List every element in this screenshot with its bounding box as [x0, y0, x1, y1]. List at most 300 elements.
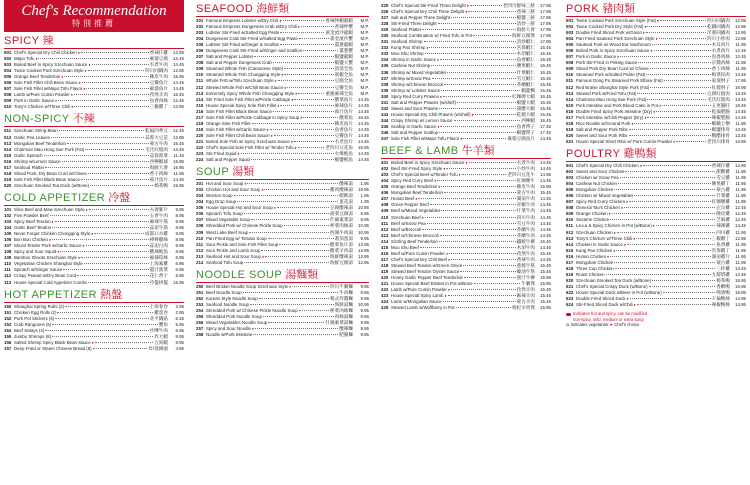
item-name-zh: 什菜雞 [716, 193, 730, 199]
leader-dots [81, 52, 149, 53]
leader-dots [94, 233, 144, 234]
item-price: 14.45 [358, 151, 369, 157]
item-price: 15.95 [540, 305, 551, 311]
menu-section [381, 3, 551, 142]
item-name: Bon Bon Chicken [14, 237, 48, 243]
item-number: 253 [196, 301, 204, 307]
item-price: 15.95 [540, 281, 551, 287]
item-name: Seafood Shrimp [391, 39, 423, 45]
item-name: Dungeness Crab Stir-Fried w/Salted Egg Paste [206, 36, 298, 42]
item-name-zh: 乾燒大蝦 [516, 111, 535, 117]
item-name-zh: 冷盤拼盤 [149, 279, 168, 285]
item-name: Sour Pickle and Sole Fish Fillet Soup [206, 241, 279, 247]
item-number: 202 [196, 24, 204, 30]
leader-dots [292, 286, 329, 287]
item-name-zh: 芝麻雞 [716, 217, 730, 223]
menu-section [196, 269, 369, 338]
item-name-zh: 豆瓣魚片 [149, 80, 168, 86]
item-name: Lobster Stir-Fried w/Ginger & Scallion [206, 42, 280, 48]
menu-item [4, 183, 184, 189]
item-number: 614 [566, 241, 574, 247]
item-name-zh: 紅咖喱雞 [711, 199, 730, 205]
item-name-zh: 老四川排骨 [707, 138, 730, 144]
item-price: 16.45 [540, 51, 551, 57]
item-name-zh: 左宗雞 [716, 205, 730, 211]
item-name: Stir-Fried Three Delight [391, 21, 437, 27]
item-number: 218 [196, 120, 204, 126]
item-name-zh: 重慶麻辣全魚 [325, 90, 353, 96]
menu-section [4, 289, 184, 352]
item-price: 12.45 [735, 211, 746, 217]
menu-column-3 [381, 0, 551, 485]
leader-dots [441, 90, 520, 91]
leader-dots [264, 189, 329, 190]
item-name: Hot and Sour Soup [206, 181, 244, 187]
item-name: Mapo Tofu [14, 56, 35, 62]
menu-column-1 [4, 0, 184, 485]
item-price: 14.45 [540, 244, 551, 250]
item-price: 14.45 [173, 80, 184, 86]
item-name: Hunan Beef [391, 196, 415, 202]
section-title-zh: 熱盤 [100, 288, 123, 301]
leader-dots [93, 348, 148, 349]
item-price: 9.95 [360, 217, 369, 223]
item-name-zh: 酸菜魚 [339, 114, 353, 120]
leader-dots [280, 105, 333, 106]
item-name-zh: 酸辣麵 [339, 326, 353, 332]
item-price: 15.95 [173, 158, 184, 164]
leader-dots [629, 135, 711, 136]
leader-dots [616, 250, 710, 251]
item-price: 9.95 [360, 332, 369, 338]
item-price: 8.95 [175, 243, 184, 249]
pepper-icon: ♦ [82, 243, 85, 249]
leader-dots [618, 183, 711, 184]
item-name: Sour Pickle and Lamb Soup [206, 247, 261, 253]
leader-dots [77, 275, 148, 276]
item-name-zh: 椒鹽大蟹 [334, 60, 353, 66]
pepper-icon: ♦ [657, 18, 660, 23]
leader-dots [250, 304, 334, 305]
item-name-zh: 麻婆豆腐魚片 [507, 136, 535, 142]
menu-section [4, 35, 184, 110]
leader-dots [299, 310, 329, 311]
leader-dots [265, 256, 329, 257]
item-number: 205 [196, 205, 204, 211]
leader-dots [268, 322, 324, 323]
item-number: 507 [566, 54, 574, 60]
leader-dots [249, 232, 329, 233]
leader-dots [446, 168, 515, 169]
item-price: 1.95 [360, 199, 369, 205]
item-name: House Special Short Ribs w/ Pure Cumin Powder [576, 138, 673, 144]
leader-dots [638, 62, 710, 63]
leader-dots [606, 274, 711, 275]
star-icon: ★ [609, 322, 614, 328]
item-number: 210 [196, 235, 204, 241]
item-number: 506 [4, 80, 12, 86]
leader-dots [55, 221, 149, 222]
item-price: 14.45 [540, 166, 551, 172]
item-name-zh: 蒙古牛肉 [516, 190, 535, 196]
item-number: 102 [4, 212, 12, 218]
item-price: 16.45 [540, 117, 551, 123]
item-name-zh: 樟茶鴨 [154, 182, 168, 188]
item-name: Sole Fish Fillet Black Bean Sauce [14, 176, 80, 182]
item-name: Noodle w/Pork Intestine [206, 332, 253, 338]
item-price: 11.45 [173, 152, 184, 158]
item-price: 4.95 [175, 345, 184, 351]
item-number: 607 [566, 199, 574, 205]
item-price: 14.45 [358, 132, 369, 138]
item-number: 610 [566, 217, 574, 223]
leader-dots [463, 265, 515, 266]
item-name: Spinach w/Ginger Sauce [14, 267, 63, 273]
pepper-icon: ♦ [274, 78, 277, 84]
item-price: 8.95 [175, 212, 184, 218]
item-name: Orange Chicken [576, 211, 608, 217]
leader-dots [422, 29, 515, 30]
item-price: 16.95 [735, 84, 746, 90]
item-number: 605 [566, 187, 574, 193]
item-price: 6.95 [175, 261, 184, 267]
section-title [4, 113, 184, 127]
item-name: Stir Fried Sole Fish Fillet w/Pickle Cabbage [206, 96, 291, 102]
item-name-zh: 四川小炒肉 [707, 36, 730, 42]
item-name: Spicy Beef Tendon [14, 219, 51, 225]
item-price: 12.95 [173, 50, 184, 55]
item-name: Famous Empress Lobster w/Dry Chili [206, 18, 279, 23]
pepper-icon: ♦ [289, 283, 292, 289]
item-price: 12.95 [358, 259, 369, 265]
leader-dots [280, 32, 324, 33]
item-price: 12.45 [735, 48, 746, 54]
item-name-zh: 餛飩湯 [339, 193, 353, 199]
leader-dots [57, 312, 153, 313]
leader-dots [52, 336, 153, 337]
pepper-icon: ♦ [35, 56, 38, 62]
item-name-zh: 椒鹽大蝦 [516, 99, 535, 105]
item-price: 12.45 [735, 271, 746, 277]
item-name-zh: 四川雞 [716, 229, 730, 235]
item-name-zh: 上海素雞 [149, 261, 168, 267]
leader-dots [443, 301, 516, 302]
item-name: Beef w/Mixed Vegetables [391, 208, 441, 214]
item-price: 10.95 [358, 229, 369, 235]
item-name: Mongolian Beef Tenderloin [391, 190, 443, 196]
legend-line-2: non-spicy, mild, medium or extra spicy [573, 316, 644, 322]
section-title [566, 3, 746, 17]
item-number: 211 [196, 78, 204, 84]
leader-dots [647, 26, 706, 27]
item-name-zh: 陳皮牛肉 [516, 184, 535, 190]
item-name: Pork in Garlic Sauce [576, 54, 617, 60]
section-title-zh: 辣 [42, 35, 54, 47]
item-price: 16.45 [540, 57, 551, 63]
menu-item [381, 305, 551, 311]
pepper-icon: ♦ [48, 237, 51, 243]
item-number: 206 [196, 211, 204, 217]
item-number: 343 [381, 111, 389, 117]
item-number: 404 [381, 178, 389, 184]
pepper-icon: ♦ [458, 172, 461, 178]
item-price: 14.45 [358, 157, 369, 163]
section-title [381, 145, 551, 159]
item-number: 401 [381, 160, 389, 166]
item-price: 11.95 [735, 259, 746, 265]
item-name: Spicy Red Curry Prawns [391, 93, 439, 99]
item-name: Shrimp in Garlic Sauce [391, 57, 436, 63]
item-number: 617 [566, 259, 574, 265]
leader-dots [422, 229, 515, 230]
item-name: Tony's Chicken w/Three Chili [576, 235, 633, 241]
item-price: M.P. [360, 30, 369, 36]
leader-dots [457, 102, 516, 103]
leader-dots [637, 304, 711, 305]
item-price: 9.95 [360, 307, 369, 313]
item-number: 623 [566, 296, 574, 302]
item-name-zh: 椒鹽三鮮 [516, 15, 535, 21]
item-name-zh: 豆豉蝦 [154, 339, 168, 345]
item-name: Honey Garlic Pepper Beef Tenderloin [391, 274, 464, 280]
item-price: 14.45 [173, 176, 184, 182]
item-name-zh: 豉汁魚片 [149, 176, 168, 182]
item-price: 12.95 [358, 253, 369, 259]
item-name-zh: 四川牛腩麵 [330, 283, 353, 289]
leader-dots [463, 138, 506, 139]
leader-dots [274, 135, 334, 136]
item-number: 335 [381, 63, 389, 69]
item-number: 601 [566, 162, 574, 168]
item-number: 328 [381, 21, 389, 27]
item-name: Red Braise Shanghai Style Pork (Fat) [576, 84, 650, 90]
menu-section [566, 3, 746, 145]
item-name-zh: 湖南雞片 [711, 253, 730, 259]
pepper-icon: ♦ [465, 9, 468, 15]
pepper-icon: ♦ [613, 247, 616, 253]
item-name: Shrimp w/ Lobster Sauce [391, 87, 441, 93]
item-name-zh: 芥蘭牛肉 [516, 226, 535, 232]
item-name-zh: 青椒牛肉 [516, 202, 535, 208]
pepper-icon: ♦ [277, 102, 280, 108]
item-name-zh: 成都口水雞 [145, 231, 168, 237]
item-name-zh: 酸辣魷魚 [149, 249, 168, 255]
item-price: 12.95 [735, 36, 746, 42]
item-name: Garlic Pea Leaves [14, 134, 50, 140]
item-name-zh: 牛肉麵 [339, 289, 353, 295]
item-number: 212 [196, 247, 204, 253]
item-name: House Special Spicy Sole Fish Fillet [206, 102, 277, 108]
item-price: 14.45 [358, 138, 369, 144]
item-price: 14.45 [358, 102, 369, 108]
pepper-icon: ♦ [295, 90, 298, 96]
item-number: 503 [4, 62, 12, 68]
item-price: 14.45 [735, 108, 746, 114]
item-name-zh: 魚香肉絲 [149, 98, 168, 104]
item-price: 15.95 [540, 274, 551, 280]
item-number: 258 [196, 332, 204, 338]
item-number: 516 [566, 108, 574, 114]
item-number: 504 [4, 68, 12, 74]
leader-dots [440, 59, 516, 60]
item-price: M.P. [360, 54, 369, 60]
item-name: West Lake Beef Soup [206, 229, 249, 235]
item-name-zh: 芥蘭牛肉 [516, 232, 535, 238]
item-price: 15.95 [358, 144, 369, 150]
item-price: 13.95 [735, 138, 746, 144]
item-number: 425 [381, 305, 389, 311]
item-price: 17.95 [540, 21, 551, 27]
item-name-zh: 薑蔥蟹 [339, 48, 353, 54]
item-price: 17.95 [540, 3, 551, 8]
item-price: 16.45 [540, 45, 551, 51]
leader-dots [50, 215, 149, 216]
item-name: Famous Empress Dungeness Crab w/Dry Chili [206, 24, 297, 30]
item-price: 13.45 [735, 90, 746, 96]
item-name-zh: 水煮牛肉 [516, 160, 535, 166]
leader-dots [456, 307, 511, 308]
item-name: Never Forget Chicken Chongqing Style [14, 231, 91, 237]
item-name: House Special Spicy Lamb [391, 293, 444, 299]
item-price: 15.95 [735, 277, 746, 283]
leader-dots [620, 56, 711, 57]
item-number: 407 [381, 196, 389, 202]
item-name: Crispy Shrimp w/ Lemon Sauce [391, 117, 453, 123]
leader-dots [475, 114, 516, 115]
item-number: 347 [381, 136, 389, 142]
item-number: 257 [196, 326, 204, 332]
pepper-icon: ♦ [650, 48, 653, 54]
pepper-icon: ♦ [613, 229, 616, 235]
pepper-icon: ♦ [415, 196, 418, 202]
item-name-zh: 香干肉絲 [149, 170, 168, 176]
item-number: 338 [381, 81, 389, 87]
leader-dots [268, 238, 334, 239]
item-name: Spinach Tofu Soup [206, 211, 243, 217]
item-name-zh: 芥蘭蝦仁 [516, 81, 535, 87]
item-number: 210 [196, 72, 204, 78]
item-price: 14.45 [540, 226, 551, 232]
leader-dots [74, 94, 149, 95]
item-name: Shrimp w/Chinese Broccoli [391, 81, 444, 87]
item-name: Cashew Nut Shrimp [391, 63, 431, 69]
item-number: 214 [196, 96, 204, 102]
item-price: 8.95 [175, 237, 184, 243]
item-number: 515 [566, 102, 574, 108]
item-number: 509 [4, 98, 12, 104]
item-number: 603 [566, 175, 574, 181]
item-number: 419 [381, 268, 389, 274]
item-price: 14.45 [540, 160, 551, 166]
item-price: 15.45 [540, 268, 551, 274]
item-name: Sliced Pork Dry Bean Curd w/ Chives [576, 66, 649, 72]
section-title-zh: 海鮮類 [256, 3, 290, 15]
item-name: Salt and Pepper Scallop [391, 129, 439, 135]
pepper-icon: ♦ [439, 93, 442, 99]
item-price: 11.95 [735, 199, 746, 205]
chefs-recommendation-banner [4, 0, 184, 32]
item-name-zh: 椒鹽排骨 [711, 126, 730, 132]
leader-dots [430, 204, 516, 205]
item-name-zh: 蜜汁牛柳 [516, 274, 535, 280]
pepper-icon: ♦ [623, 241, 626, 247]
item-name: Shrimp w/Snow Pea [391, 75, 431, 81]
leader-dots [451, 259, 516, 260]
leader-dots [646, 74, 710, 75]
leader-dots [85, 149, 144, 150]
item-name-zh: 魚香雞 [716, 241, 730, 247]
item-name: Spicy and Sour Squid [14, 249, 57, 255]
item-price: 14.45 [173, 86, 184, 92]
item-number: 402 [381, 166, 389, 172]
leader-dots [425, 53, 516, 54]
item-name-zh: 香辣仲蝦龍蝦 [325, 18, 353, 23]
item-number: 618 [566, 265, 574, 271]
item-price: 17.95 [540, 9, 551, 15]
item-number: 201 [196, 18, 204, 23]
item-number: 107 [4, 243, 12, 249]
item-name: Pan Fried Egg w/ Tomato Soup [206, 235, 267, 241]
item-name-zh: 番茄蛋湯 [334, 235, 353, 241]
pepper-icon: ♦ [55, 98, 58, 104]
item-number: 331 [381, 39, 389, 45]
item-number: 327 [381, 15, 389, 21]
item-number: 204 [196, 36, 204, 42]
pepper-icon: ♦ [284, 84, 287, 90]
item-name: Salt and Pepper Squid [206, 157, 250, 163]
item-number: 519 [566, 126, 574, 132]
item-price: 11.95 [735, 193, 746, 199]
item-price: 11.95 [735, 229, 746, 235]
item-number: 520 [4, 182, 12, 188]
leader-dots [44, 155, 149, 156]
section-title-en: NON-SPICY [4, 113, 70, 126]
item-number: 208 [196, 60, 204, 66]
pepper-icon: ♦ [426, 45, 429, 51]
item-price: 12.45 [173, 98, 184, 104]
item-price: 5.95 [175, 273, 184, 279]
item-price: M.P. [360, 24, 369, 30]
item-number: 221 [196, 138, 204, 144]
pepper-icon: ♦ [620, 205, 624, 211]
item-name: Salt and Pepper Pork Ribs [576, 126, 628, 132]
item-name-zh: 椒鹽龍蝦 [334, 54, 353, 60]
item-number: 206 [196, 48, 204, 54]
item-price: 16.45 [540, 99, 551, 105]
item-number: 329 [381, 27, 389, 33]
item-name: Five Powder Beef [14, 212, 49, 218]
item-name: Szechuan Chicken [576, 229, 613, 235]
leader-dots [627, 244, 715, 245]
item-price: 6.95 [175, 255, 184, 261]
item-number: 204 [196, 199, 204, 205]
item-price: 9.95 [360, 320, 369, 326]
item-name: Sole Fish Fillet Chili Bean Sauce [14, 80, 78, 86]
item-number: 424 [381, 299, 389, 305]
item-name-zh: 麻辣牛筋 [149, 219, 168, 225]
leader-dots [251, 219, 329, 220]
item-name: Moo Shu Shrimp [391, 51, 424, 57]
item-number: 326 [381, 9, 389, 15]
item-number: 252 [196, 295, 204, 301]
leader-dots [610, 256, 711, 257]
item-name-zh: 紅咖喱牛 [516, 178, 535, 184]
leader-dots [451, 289, 516, 290]
item-price: M.P. [360, 48, 369, 54]
item-name-zh: 海鮮豆腐湯 [330, 259, 353, 265]
pepper-icon: ♦ [633, 235, 636, 241]
item-number: 503 [566, 30, 574, 36]
